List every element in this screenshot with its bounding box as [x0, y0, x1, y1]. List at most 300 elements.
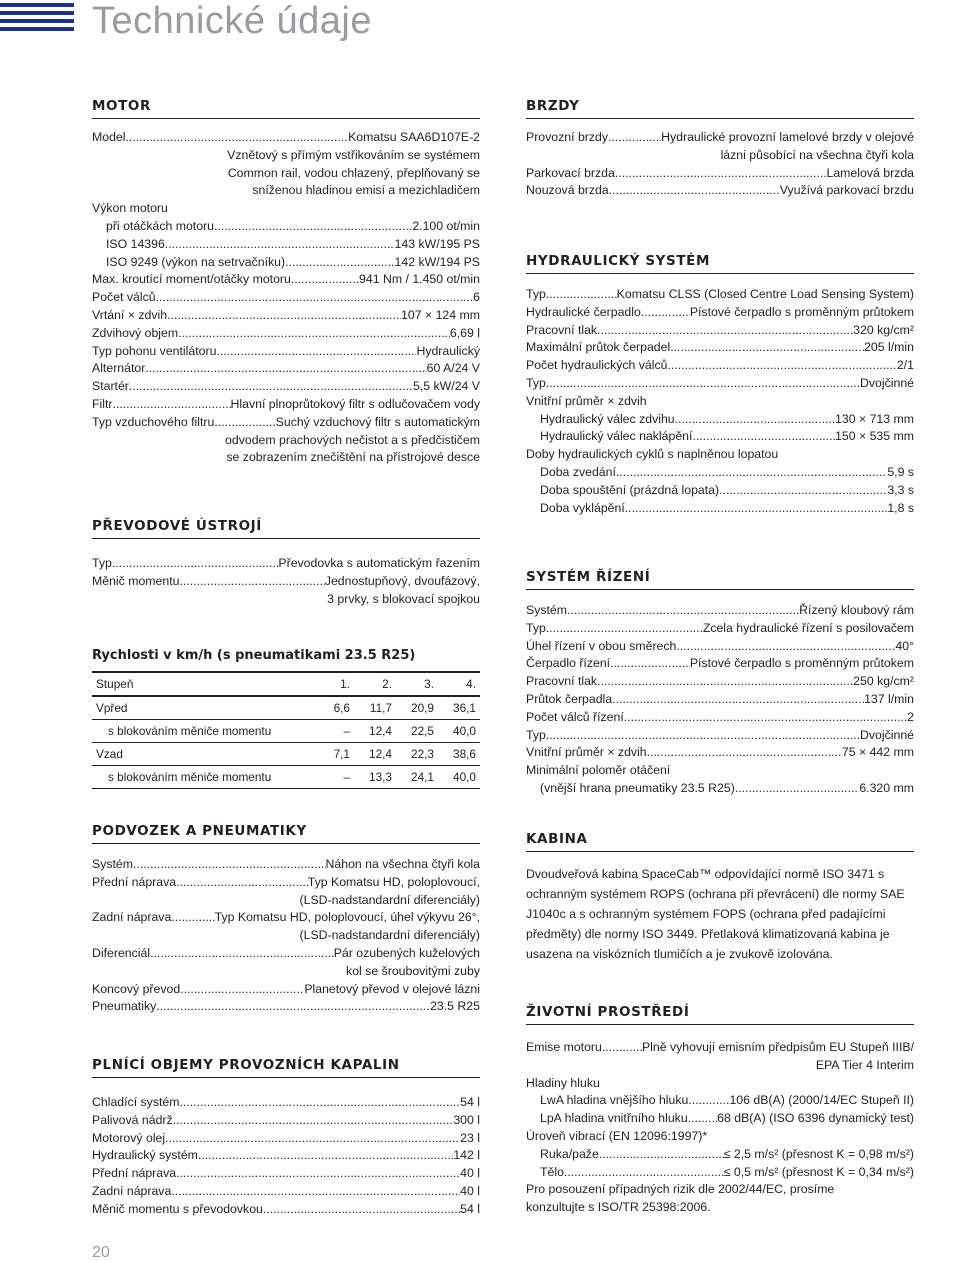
speed-cell: 22,3 — [396, 743, 438, 766]
leader-dots — [597, 673, 853, 691]
leader-dots — [176, 874, 308, 892]
leader-dots — [667, 357, 896, 375]
spec-subheading: Výkon motoru — [92, 201, 168, 216]
spec-label: Typ — [526, 287, 546, 301]
speed-row — [92, 696, 480, 720]
spec-value: 23.5 R25 — [430, 999, 480, 1014]
spec-row — [92, 360, 480, 378]
spec-row — [526, 620, 914, 638]
spec-subheading: Doby hydraulických cyklů s naplněnou lopatou — [526, 447, 779, 462]
spec-value: 3,3 s — [887, 482, 914, 497]
spec-label: Počet válců — [92, 290, 156, 305]
leader-dots — [719, 482, 887, 500]
spec-value: Hlavní plnoprůtokový filtr s odlučovačem vody — [230, 396, 480, 411]
spec-row — [526, 482, 914, 500]
speed-header-cell: 4. — [438, 672, 480, 696]
spec-row — [526, 428, 914, 446]
speed-header-cell: 3. — [396, 672, 438, 696]
leader-dots — [179, 573, 324, 591]
spec-continuation: odvodem prachových nečistot a s předčističem — [225, 432, 480, 447]
leader-dots — [171, 1183, 460, 1201]
spec-row — [92, 1112, 480, 1130]
spec-label: Pracovní tlak — [526, 674, 598, 689]
speed-cell: Vpřed — [92, 696, 300, 720]
section-heading: PŘEVODOVÉ ÚSTROJÍ — [92, 518, 480, 539]
spec-label: Koncový převod — [92, 981, 181, 996]
section-heading: SYSTÉM ŘÍZENÍ — [526, 569, 914, 590]
spec-continuation: Vznětový s přímým vstřikováním se systémem — [227, 147, 480, 162]
spec-value: 2 — [907, 709, 914, 724]
spec-value: Řízený kloubový rám — [799, 603, 914, 617]
spec-row — [526, 375, 914, 393]
spec-value: 106 dB(A) (2000/14/EC Stupeň II) — [729, 1093, 914, 1108]
spec-label: Palivová nádrž — [92, 1112, 173, 1127]
spec-row — [526, 709, 914, 727]
spec-continuation: se zobrazením znečištění na přístrojové desce — [226, 450, 480, 465]
spec-row — [92, 874, 480, 892]
spec-row — [92, 414, 480, 432]
spec-value: 54 l — [460, 1201, 480, 1216]
spec-label: Ruka/paže — [540, 1146, 599, 1161]
speed-cell: 22,5 — [396, 720, 438, 743]
spec-continuation: EPA Tier 4 Interim — [815, 1057, 914, 1072]
spec-row — [526, 602, 914, 620]
speed-cell: s blokováním měniče momentu — [92, 720, 300, 743]
spec-row — [92, 378, 480, 396]
spec-value: 205 l/min — [864, 340, 914, 355]
spec-value: 142 kW/194 PS — [394, 254, 480, 269]
spec-label: ISO 14396 — [106, 236, 165, 251]
spec-continuation: (LSD-nadstandardní diferenciály) — [299, 928, 480, 943]
spec-continuation: sníženou hladinou emisí a mezichladičem — [252, 183, 480, 198]
leader-dots — [291, 271, 359, 289]
leader-dots — [263, 1201, 460, 1219]
speed-header-cell: 1. — [300, 672, 354, 696]
spec-value: 1,8 s — [887, 500, 914, 515]
spec-row — [92, 236, 480, 254]
spec-label: Hydraulický válec naklápění — [540, 429, 693, 444]
speed-cell: 7,1 — [300, 743, 354, 766]
spec-label: ISO 9249 (výkon na setrvačníku) — [106, 254, 286, 269]
spec-row — [92, 1165, 480, 1183]
spec-label: Maximální průtok čerpadel — [526, 340, 671, 355]
spec-label: Typ — [92, 556, 112, 570]
spec-label: Počet hydraulických válců — [526, 358, 668, 373]
spec-row — [92, 307, 480, 325]
spec-subheading: Vnitřní průměr × zdvih — [526, 393, 647, 408]
leader-dots — [150, 945, 334, 963]
spec-subheading: Úroveň vibrací (EN 12096:1997)* — [526, 1128, 708, 1143]
section-brzdy — [526, 98, 914, 200]
spec-row — [526, 500, 914, 518]
spec-label: Pracovní tlak — [526, 322, 598, 337]
leader-dots — [688, 1110, 717, 1128]
leader-dots — [546, 286, 617, 304]
spec-row — [92, 945, 480, 963]
leader-dots — [165, 1130, 460, 1148]
spec-row — [92, 856, 480, 874]
spec-row — [526, 744, 914, 762]
speed-cell: 20,9 — [396, 696, 438, 720]
spec-label: Úhel řízení v obou směrech — [526, 638, 677, 653]
spec-label: Čerpadlo řízení — [526, 656, 611, 671]
spec-row — [526, 655, 914, 673]
leader-dots — [133, 856, 326, 874]
leader-dots — [676, 638, 895, 656]
speed-cell: – — [300, 766, 354, 789]
spec-row — [526, 286, 914, 304]
leader-dots — [129, 378, 413, 396]
leader-dots — [113, 396, 231, 414]
section-heading: PODVOZEK A PNEUMATIKY — [92, 823, 480, 844]
spec-row — [92, 981, 480, 999]
spec-value: Jednostupňový, dvoufázový, — [324, 573, 480, 588]
section-prevodove-ustroji — [92, 518, 480, 608]
spec-row — [92, 998, 480, 1016]
spec-label: Hydraulické čerpadlo — [526, 304, 641, 319]
spec-row — [92, 1183, 480, 1201]
spec-label: Pneumatiky — [92, 999, 157, 1014]
spec-label: Typ — [526, 620, 546, 635]
spec-row — [526, 322, 914, 340]
leader-dots — [126, 129, 349, 147]
spec-subheading: Hladiny hluku — [526, 1075, 600, 1090]
spec-label: Přední náprava — [92, 1166, 177, 1181]
spec-value: Typ Komatsu HD, poloplovoucí, úhel výkyvu 26°, — [214, 910, 480, 925]
page-title: Technické údaje — [92, 0, 373, 42]
spec-label: Typ vzduchového filtru — [92, 414, 215, 429]
spec-label: Provozní brzdy — [526, 130, 609, 144]
spec-value: Převodovka s automatickým řazením — [278, 556, 480, 570]
spec-row — [526, 1039, 914, 1057]
spec-row — [526, 129, 914, 147]
leader-dots — [156, 998, 430, 1016]
section-kabina — [526, 831, 914, 964]
section-hydraulicky-system — [526, 253, 914, 517]
spec-row — [92, 1201, 480, 1219]
speed-table-title: Rychlosti v km/h (s pneumatikami 23.5 R25) — [92, 648, 416, 663]
leader-dots — [171, 909, 214, 927]
spec-row — [92, 573, 480, 591]
spec-value: Dvojčinné — [860, 727, 914, 742]
spec-row — [92, 325, 480, 343]
spec-label: Model — [92, 130, 126, 144]
spec-value: 150 × 535 mm — [835, 429, 914, 444]
leader-dots — [216, 343, 416, 361]
spec-row — [92, 909, 480, 927]
section-heading: BRZDY — [526, 98, 914, 119]
spec-value: Využívá parkovací brzdu — [779, 183, 914, 198]
spec-row — [92, 129, 480, 147]
spec-label: Alternátor — [92, 361, 146, 376]
spec-row — [526, 780, 914, 798]
leader-dots — [546, 375, 860, 393]
spec-value: 137 l/min — [864, 691, 914, 706]
spec-label: Max. kroutící moment/otáčky motoru — [92, 272, 291, 287]
spec-row — [92, 271, 480, 289]
leader-dots — [285, 254, 394, 272]
speed-table-header — [92, 672, 480, 696]
speed-cell: 12,4 — [354, 720, 396, 743]
speed-cell: – — [300, 720, 354, 743]
speed-table — [92, 671, 480, 789]
spec-label: Emise motoru — [526, 1040, 602, 1054]
spec-label: Systém — [526, 603, 567, 617]
spec-value: 2/1 — [896, 358, 914, 373]
leader-dots — [178, 325, 450, 343]
spec-continuation: kol se šroubovitými zuby — [346, 963, 480, 978]
leader-dots — [675, 411, 835, 429]
spec-subheading: konzultujte s ISO/TR 25398:2006. — [526, 1200, 711, 1215]
spec-row — [526, 182, 914, 200]
spec-subheading: Minimální poloměr otáčení — [526, 763, 671, 778]
spec-row — [526, 339, 914, 357]
spec-row — [92, 1094, 480, 1112]
spec-label: Hydraulický systém — [92, 1148, 198, 1163]
brand-stripes-logo — [0, 3, 74, 35]
speed-cell: 40,0 — [438, 720, 480, 743]
spec-value: 40 l — [460, 1183, 480, 1198]
leader-dots — [616, 464, 887, 482]
speed-header-cell: 2. — [354, 672, 396, 696]
leader-dots — [597, 322, 853, 340]
leader-dots — [546, 620, 703, 638]
spec-value: Pístové čerpadlo s proměnným průtokem — [689, 304, 914, 319]
leader-dots — [615, 165, 827, 183]
spec-value: ≤ 2,5 m/s² (přesnost K = 0,98 m/s²) — [723, 1146, 914, 1161]
spec-row — [526, 1110, 914, 1128]
spec-label: Doba vyklápění — [540, 500, 625, 515]
spec-row — [92, 254, 480, 272]
spec-value: Typ Komatsu HD, poloplovoucí, — [307, 874, 480, 889]
spec-label: Vnitřní průměr × zdvih — [526, 745, 647, 760]
spec-value: 6.320 mm — [859, 780, 914, 795]
spec-value: 23 l — [460, 1130, 480, 1145]
spec-value: 250 kg/cm² — [853, 674, 914, 689]
spec-continuation: 3 prvky, s blokovací spojkou — [327, 591, 480, 606]
spec-subheading: Pro posouzení případných rizik dle 2002/44/EC, prosíme — [526, 1182, 835, 1197]
spec-label: Typ — [526, 375, 546, 390]
spec-row — [92, 289, 480, 307]
leader-dots — [546, 727, 860, 745]
page-number: 20 — [92, 1244, 110, 1261]
spec-value: 142 l — [453, 1148, 480, 1163]
leader-dots — [176, 1165, 460, 1183]
spec-label: Typ — [526, 727, 546, 742]
spec-label: Diferenciál — [92, 945, 151, 960]
spec-row — [92, 343, 480, 361]
leader-dots — [165, 236, 395, 254]
leader-dots — [112, 555, 279, 573]
speed-header-cell: Stupeň — [92, 672, 300, 696]
spec-label: Parkovací brzda — [526, 165, 615, 180]
spec-row — [526, 411, 914, 429]
spec-label: Měnič momentu s převodovkou — [92, 1201, 263, 1216]
spec-label: Filtr — [92, 396, 113, 411]
kabina-paragraph: Dvoudveřová kabina SpaceCab™ odpovídající normě ISO 3471 s ochranným systémem ROPS (ochrana při převrácení) dle normy SAE J1040c a s ochranným systémem FOPS (ochrana před padajícími předměty) dle normy ISO 3449. Přetlaková klimatizovaná kabina je usazena na viskózních tlumičích a je zvukově izolována. — [526, 867, 905, 961]
spec-row — [526, 1092, 914, 1110]
spec-value: Planetový převod v olejové lázni — [304, 981, 480, 996]
leader-dots — [624, 709, 907, 727]
section-heading: MOTOR — [92, 98, 480, 119]
spec-row — [526, 638, 914, 656]
spec-row — [526, 727, 914, 745]
leader-dots — [688, 1092, 729, 1110]
spec-label: Nouzová brzda — [526, 183, 609, 198]
spec-value: 40° — [895, 638, 914, 653]
leader-dots — [564, 1164, 724, 1182]
spec-row — [526, 673, 914, 691]
spec-value: Dvojčinné — [860, 375, 914, 390]
spec-value: Hydraulický — [416, 343, 480, 358]
spec-row — [92, 218, 480, 236]
spec-label: Zadní náprava — [92, 1183, 172, 1198]
speed-cell: 24,1 — [396, 766, 438, 789]
spec-label: Vrtání × zdvih — [92, 307, 168, 322]
spec-value: 75 × 442 mm — [841, 745, 914, 760]
spec-label: Chladící systém — [92, 1095, 180, 1109]
speed-cell: 36,1 — [438, 696, 480, 720]
leader-dots — [647, 744, 842, 762]
leader-dots — [214, 414, 275, 432]
spec-value: ≤ 0,5 m/s² (přesnost K = 0,34 m/s²) — [723, 1164, 914, 1179]
section-plnici-objemy — [92, 1057, 480, 1219]
section-heading: PLNÍCÍ OBJEMY PROVOZNÍCH KAPALIN — [92, 1057, 480, 1078]
spec-label: Zadní náprava — [92, 910, 172, 925]
leader-dots — [609, 182, 780, 200]
leader-dots — [670, 339, 864, 357]
spec-value: 68 dB(A) (ISO 6396 dynamický test) — [717, 1111, 914, 1126]
spec-row — [92, 1147, 480, 1165]
speed-cell: 38,6 — [438, 743, 480, 766]
spec-value: 5,9 s — [887, 464, 914, 479]
spec-row — [526, 464, 914, 482]
leader-dots — [180, 981, 304, 999]
spec-label: Počet válců řízení — [526, 709, 624, 724]
spec-value: Pístové čerpadlo s proměnným průtokem — [689, 656, 914, 671]
section-heading: HYDRAULICKÝ SYSTÉM — [526, 253, 914, 274]
leader-dots — [735, 780, 860, 798]
spec-row — [526, 1146, 914, 1164]
spec-value: Suchý vzduchový filtr s automatickým — [275, 414, 480, 429]
spec-value: 941 Nm / 1.450 ot/min — [359, 272, 480, 287]
spec-value: 40 l — [460, 1166, 480, 1181]
spec-label: Typ pohonu ventilátoru — [92, 343, 217, 358]
speed-cell: 11,7 — [354, 696, 396, 720]
speed-row — [92, 743, 480, 766]
leader-dots — [608, 129, 661, 147]
spec-row — [526, 1164, 914, 1182]
section-system-rizeni — [526, 569, 914, 798]
spec-label: Měnič momentu — [92, 573, 180, 588]
spec-row — [92, 555, 480, 573]
spec-label: LpA hladina vnitřního hluku — [540, 1111, 688, 1126]
spec-value: 130 × 713 mm — [835, 411, 914, 426]
leader-dots — [610, 655, 690, 673]
spec-value: Lamelová brzda — [826, 165, 914, 180]
spec-continuation: Common rail, vodou chlazený, přeplňovaný se — [227, 165, 480, 180]
spec-label: Tělo — [540, 1164, 564, 1179]
spec-value: 2.100 ot/min — [412, 218, 480, 233]
speed-cell: Vzad — [92, 743, 300, 766]
spec-label: Přední náprava — [92, 874, 177, 889]
spec-label: při otáčkách motoru — [106, 218, 214, 233]
spec-value: 6,69 l — [449, 325, 480, 340]
spec-value: Pár ozubených kuželových — [333, 945, 480, 960]
spec-row — [526, 165, 914, 183]
spec-value: Náhon na všechna čtyři kola — [325, 857, 480, 871]
spec-label: Doba zvedání — [540, 464, 616, 479]
spec-value: 300 l — [453, 1112, 480, 1127]
section-motor — [92, 98, 480, 467]
spec-value: 6 — [473, 290, 480, 305]
speed-cell: 12,4 — [354, 743, 396, 766]
spec-label: (vnější hrana pneumatiky 23.5 R25) — [540, 780, 735, 795]
leader-dots — [198, 1147, 453, 1165]
spec-value: Hydraulické provozní lamelové brzdy v olejové — [661, 130, 914, 144]
spec-label: Hydraulický válec zdvihu — [540, 411, 675, 426]
leader-dots — [599, 1146, 724, 1164]
section-podvozek — [92, 823, 480, 1016]
leader-dots — [641, 304, 690, 322]
spec-label: LwA hladina vnějšího hluku — [540, 1093, 689, 1108]
spec-continuation: (LSD-nadstandardní diferenciály) — [299, 892, 480, 907]
spec-value: 5,5 kW/24 V — [413, 379, 480, 394]
spec-label: Startér — [92, 379, 129, 394]
spec-label: Zdvihový objem — [92, 325, 179, 340]
speed-row — [92, 766, 480, 789]
spec-row — [92, 1130, 480, 1148]
section-heading: ŽIVOTNÍ PROSTŘEDÍ — [526, 1004, 914, 1025]
speed-row — [92, 720, 480, 743]
section-zivotni-prostredi — [526, 1004, 914, 1217]
leader-dots — [692, 428, 835, 446]
leader-dots — [625, 500, 888, 518]
spec-label: Motorový olej — [92, 1130, 166, 1145]
section-heading: KABINA — [526, 831, 914, 852]
spec-value: Plně vyhovují emisním předpisům EU Stupeň IIIB/ — [641, 1040, 914, 1054]
leader-dots — [567, 602, 799, 620]
leader-dots — [602, 1039, 642, 1057]
speed-cell: s blokováním měniče momentu — [92, 766, 300, 789]
spec-value: 107 × 124 mm — [401, 307, 480, 322]
spec-row — [526, 304, 914, 322]
leader-dots — [214, 218, 412, 236]
speed-cell: 6,6 — [300, 696, 354, 720]
spec-value: 60 A/24 V — [426, 361, 480, 376]
leader-dots — [173, 1112, 454, 1130]
spec-value: 320 kg/cm² — [853, 322, 914, 337]
leader-dots — [612, 691, 864, 709]
spec-label: Průtok čerpadla — [526, 691, 613, 706]
speed-cell: 13,3 — [354, 766, 396, 789]
spec-value: Komatsu CLSS (Closed Centre Load Sensing System) — [616, 287, 914, 301]
spec-row — [526, 357, 914, 375]
spec-value: 143 kW/195 PS — [394, 236, 480, 251]
leader-dots — [145, 360, 426, 378]
spec-value: Zcela hydraulické řízení s posilovačem — [702, 620, 914, 635]
leader-dots — [156, 289, 474, 307]
spec-label: Systém — [92, 857, 133, 871]
speed-cell: 40,0 — [438, 766, 480, 789]
spec-value: Komatsu SAA6D107E-2 — [348, 130, 480, 144]
spec-row — [92, 396, 480, 414]
spec-row — [526, 691, 914, 709]
spec-continuation: lázni působící na všechna čtyři kola — [720, 147, 914, 162]
spec-value: 54 l — [460, 1095, 480, 1109]
leader-dots — [167, 307, 401, 325]
leader-dots — [179, 1094, 460, 1112]
